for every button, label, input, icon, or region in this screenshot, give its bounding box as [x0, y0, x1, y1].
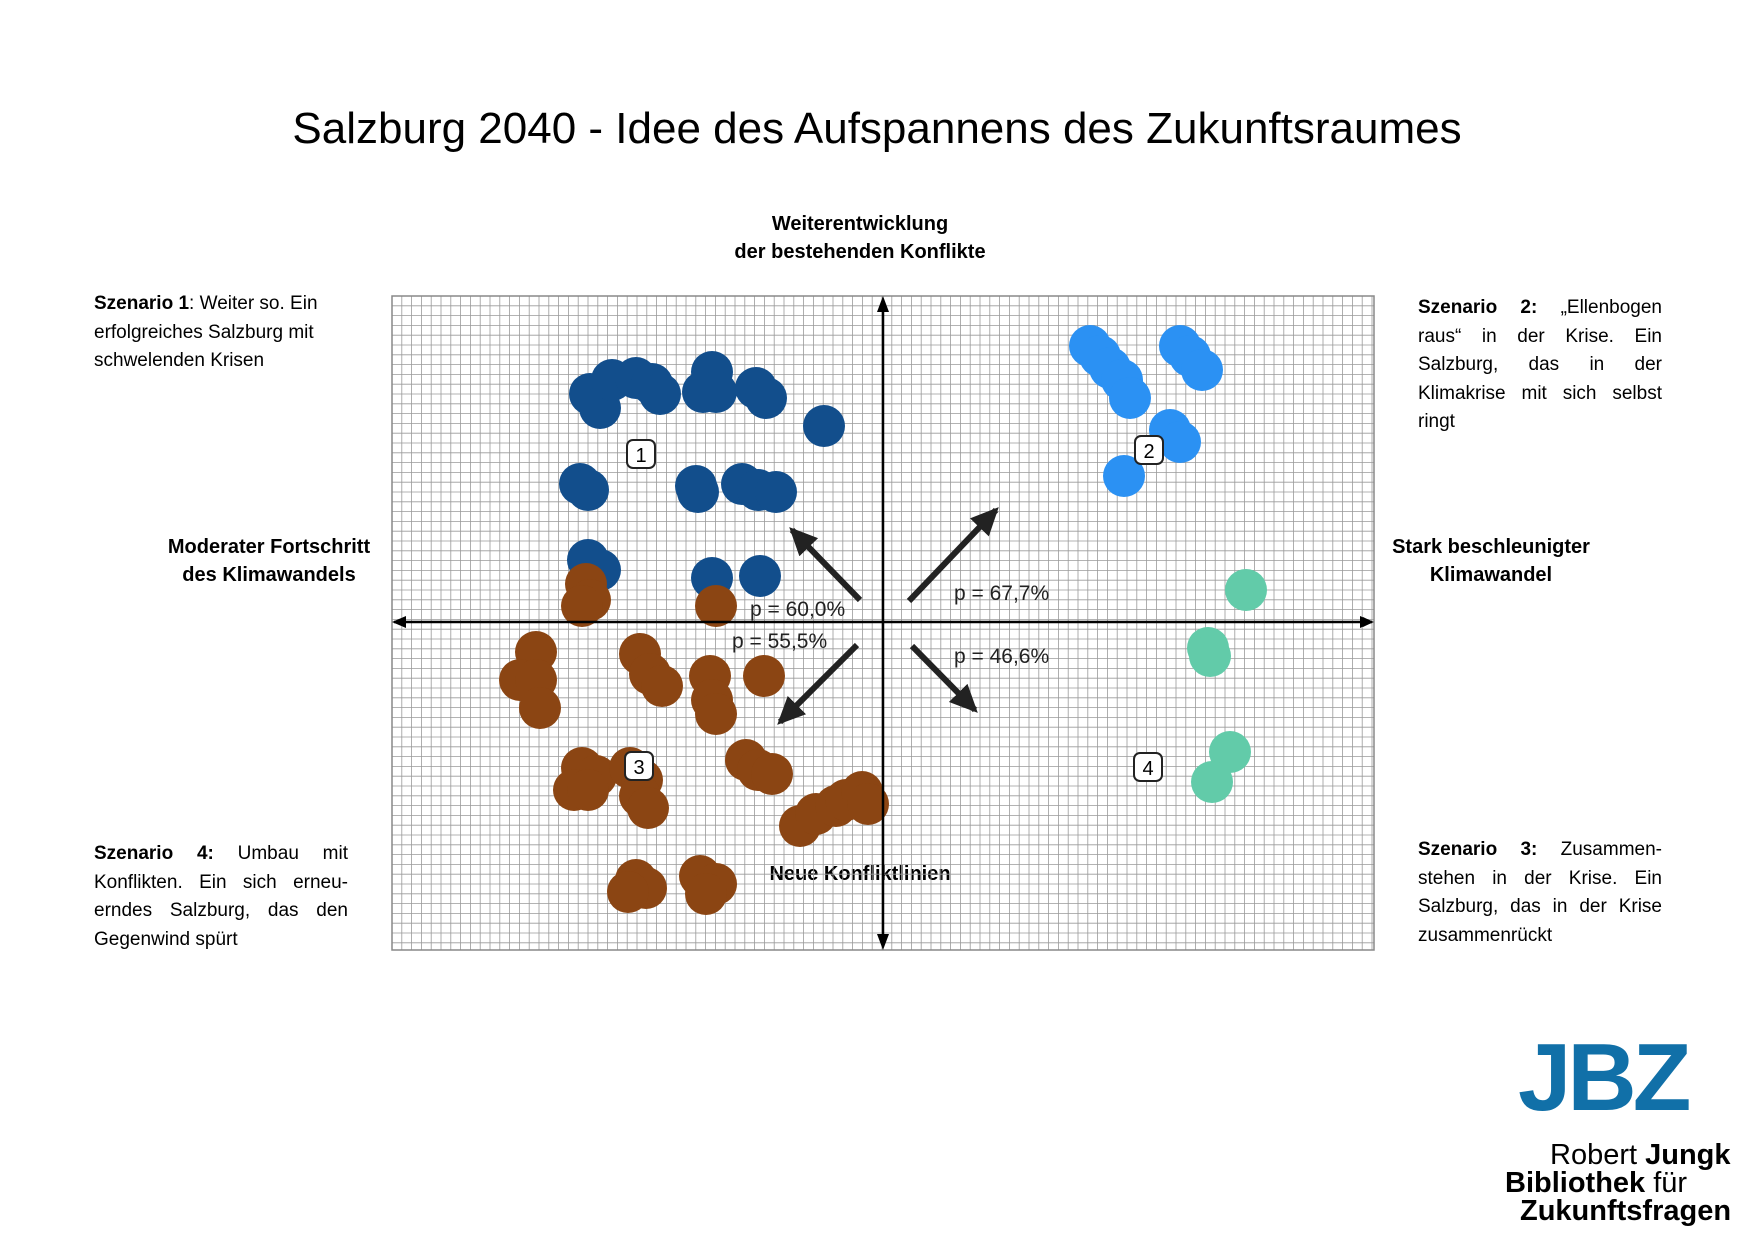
- quadrant-badge-3: [625, 752, 653, 780]
- cluster-blob: [803, 405, 845, 447]
- quadrant-badge-1: [627, 440, 655, 468]
- jbz-logo-mark: JBZ: [1518, 1024, 1688, 1131]
- cluster-blob: [695, 693, 737, 735]
- cluster-blob: [627, 787, 669, 829]
- cluster-blob: [739, 555, 781, 597]
- quadrant-badge-4-label: 4: [1142, 758, 1154, 780]
- jbz-logo-line1-regular: Robert: [1550, 1139, 1646, 1171]
- cluster-blob: [755, 471, 797, 513]
- quadrant-badge-4: [1134, 753, 1162, 781]
- cluster-blob: [745, 377, 787, 419]
- vertical-axis-bottom-arrowhead: [877, 934, 889, 950]
- jbz-logo-line3-bold: Zukunftsfragen: [1520, 1195, 1732, 1227]
- jbz-logo-line3: [1520, 1196, 1731, 1226]
- cluster-blob: [561, 585, 603, 627]
- quadrant-badge-1-label: 1: [635, 445, 647, 467]
- cluster-blob: [677, 471, 719, 513]
- scenario-4-title: Szenario 4:: [94, 843, 214, 864]
- cluster-blob: [607, 871, 649, 913]
- scenario-2-cluster: [1069, 325, 1223, 497]
- cluster-blob: [519, 687, 561, 729]
- arrow-upper-left: [792, 530, 860, 600]
- vertical-axis-top-arrowhead: [877, 296, 889, 312]
- page-title: Salzburg 2040 - Idee des Aufspannens des Zukunftsraumes: [292, 104, 1462, 153]
- probability-lower-left: p = 55,5%: [732, 630, 828, 653]
- cluster-blob: [1225, 569, 1267, 611]
- cluster-blob: [567, 769, 609, 811]
- jbz-logo-line1-bold: Jungk: [1645, 1139, 1731, 1171]
- quadrant-badge-2: [1135, 436, 1163, 464]
- probability-lower-right: p = 46,6%: [954, 645, 1050, 668]
- cluster-blob: [641, 665, 683, 707]
- scenario-4-cluster: [1187, 569, 1267, 803]
- horizontal-axis-left-arrowhead: [392, 616, 406, 628]
- cluster-blob: [567, 469, 609, 511]
- cluster-blob: [751, 753, 793, 795]
- jbz-logo-line2-regular: für: [1645, 1167, 1688, 1199]
- probability-upper-left: p = 60,0%: [750, 598, 846, 621]
- scenario-3-description: Zusammen-stehen in der Krise. Ein Salzburg, das in der Krise zusammenrückt: [1418, 839, 1662, 946]
- cluster-blob: [1189, 635, 1231, 677]
- axis-label-left-line2: des Klimawandels: [182, 564, 356, 586]
- cluster-blob: [1181, 349, 1223, 391]
- axis-label-left-line1: Moderater Fortschritt: [167, 536, 371, 558]
- quadrant-badge-2-label: 2: [1143, 441, 1155, 463]
- quadrant-badge-3-label: 3: [633, 757, 645, 779]
- scenario-1-title: Szenario 1: [94, 293, 190, 314]
- axis-label-top-line2: der bestehenden Konflikte: [734, 241, 986, 263]
- scenario-2-description: „Ellenbogen raus“ in der Krise. Ein Salzburg, das in der Klimakrise mit sich selbst ringt: [1418, 297, 1662, 432]
- cluster-blob: [695, 371, 737, 413]
- scenario-3-title: Szenario 3:: [1418, 839, 1538, 860]
- probability-upper-right: p = 67,7%: [954, 582, 1050, 605]
- cluster-blob: [685, 873, 727, 915]
- cluster-blob: [1109, 377, 1151, 419]
- scenario-1-cluster: [559, 351, 845, 599]
- scenario-4-description: Umbau mit Konflikten. Ein sich erneu-erndes Salzburg, das den Gegenwind spürt: [94, 843, 348, 950]
- cluster-blob: [743, 655, 785, 697]
- cluster-blob: [1191, 761, 1233, 803]
- jbz-logo-line2-bold: Bibliothek: [1505, 1167, 1646, 1199]
- axis-label-top-line1: Weiterentwicklung: [771, 213, 949, 235]
- jbz-logo-line2: [1505, 1168, 1687, 1198]
- cluster-blob: [1159, 421, 1201, 463]
- scenario-1-description: : Weiter so. Ein erfolgreiches Salzburg mit schwelenden Krisen: [94, 293, 318, 371]
- axis-label-right-line2: Klimawandel: [1429, 564, 1553, 586]
- scenario-2-title: Szenario 2:: [1418, 297, 1538, 318]
- jbz-logo-line1: [1550, 1140, 1731, 1170]
- arrow-lower-left: [780, 645, 857, 722]
- cluster-blob: [639, 373, 681, 415]
- axis-label-right-line1: Stark beschleunigter: [1392, 536, 1590, 558]
- axis-label-bottom: Neue Konfliktlinien: [769, 863, 951, 885]
- cluster-blob: [695, 585, 737, 627]
